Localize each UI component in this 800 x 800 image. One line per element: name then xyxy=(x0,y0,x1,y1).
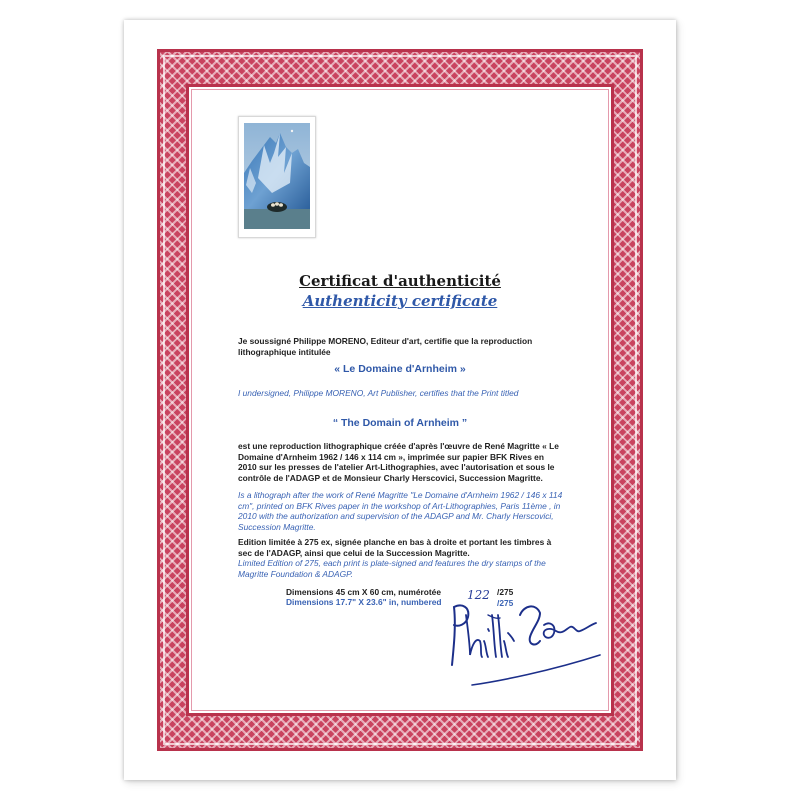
edition-en: Limited Edition of 275, each print is plate-signed and features the dry stamps of the Magritte Foundation & ADAGP. xyxy=(238,558,546,579)
edition-fr: Edition limitée à 275 ex, signée planche en bas à droite et portant les timbres à sec de l'ADAGP, ainsi que celui de la Succession Magritte. xyxy=(238,537,552,558)
edition-total-en: /275 xyxy=(497,598,514,608)
dimensions-en: Dimensions 17.7" X 23.6" in, numbered xyxy=(286,597,442,607)
body-en: Is a lithograph after the work of René Magritte "Le Domaine d'Arnheim 1962 / 146 x 114 cm", printed on BFK Rives paper in the workshop of Art-Lithographies, Paris 11ème , in 2010 with the authorization and supervision of the ADAGP and Mr. Charly Herscovici, Succession Magritte. xyxy=(238,490,563,532)
artwork-name-fr: « Le Domaine d'Arnheim » xyxy=(334,363,466,375)
body-fr: est une reproduction lithographique créée d'après l'œuvre de René Magritte « Le Domaine d'Arnheim 1962 / 146 x 114 cm », imprimée sur papier BFK Rives en 2010 sur les presses de l'atelier Art-Lithographies, avec l'autorisation et sous le contrôle de l'ADAGP et de Monsieur Charly Herscovici, Succession Magritte. xyxy=(238,441,559,483)
artwork-name-en: “ The Domain of Arnheim ” xyxy=(332,417,468,429)
dimensions-fr: Dimensions 45 cm X 60 cm, numérotée xyxy=(286,587,441,597)
intro-en: I undersigned, Philippe MORENO, Art Publisher, certifies that the Print titled xyxy=(238,388,519,398)
certificate-title-en: Authenticity certificate xyxy=(302,292,498,310)
edition-number-handwritten: 122 xyxy=(467,588,490,602)
certificate-title-fr: Certificat d'authenticité xyxy=(299,272,501,290)
artwork-thumbnail xyxy=(238,116,316,238)
edition-total-fr: /275 xyxy=(497,587,514,597)
handwritten-signature xyxy=(440,585,610,695)
magritte-painting-image xyxy=(244,123,310,229)
intro-fr: Je soussigné Philippe MORENO, Editeur d'art, certifie que la reproduction lithographique intitulée xyxy=(238,336,533,357)
